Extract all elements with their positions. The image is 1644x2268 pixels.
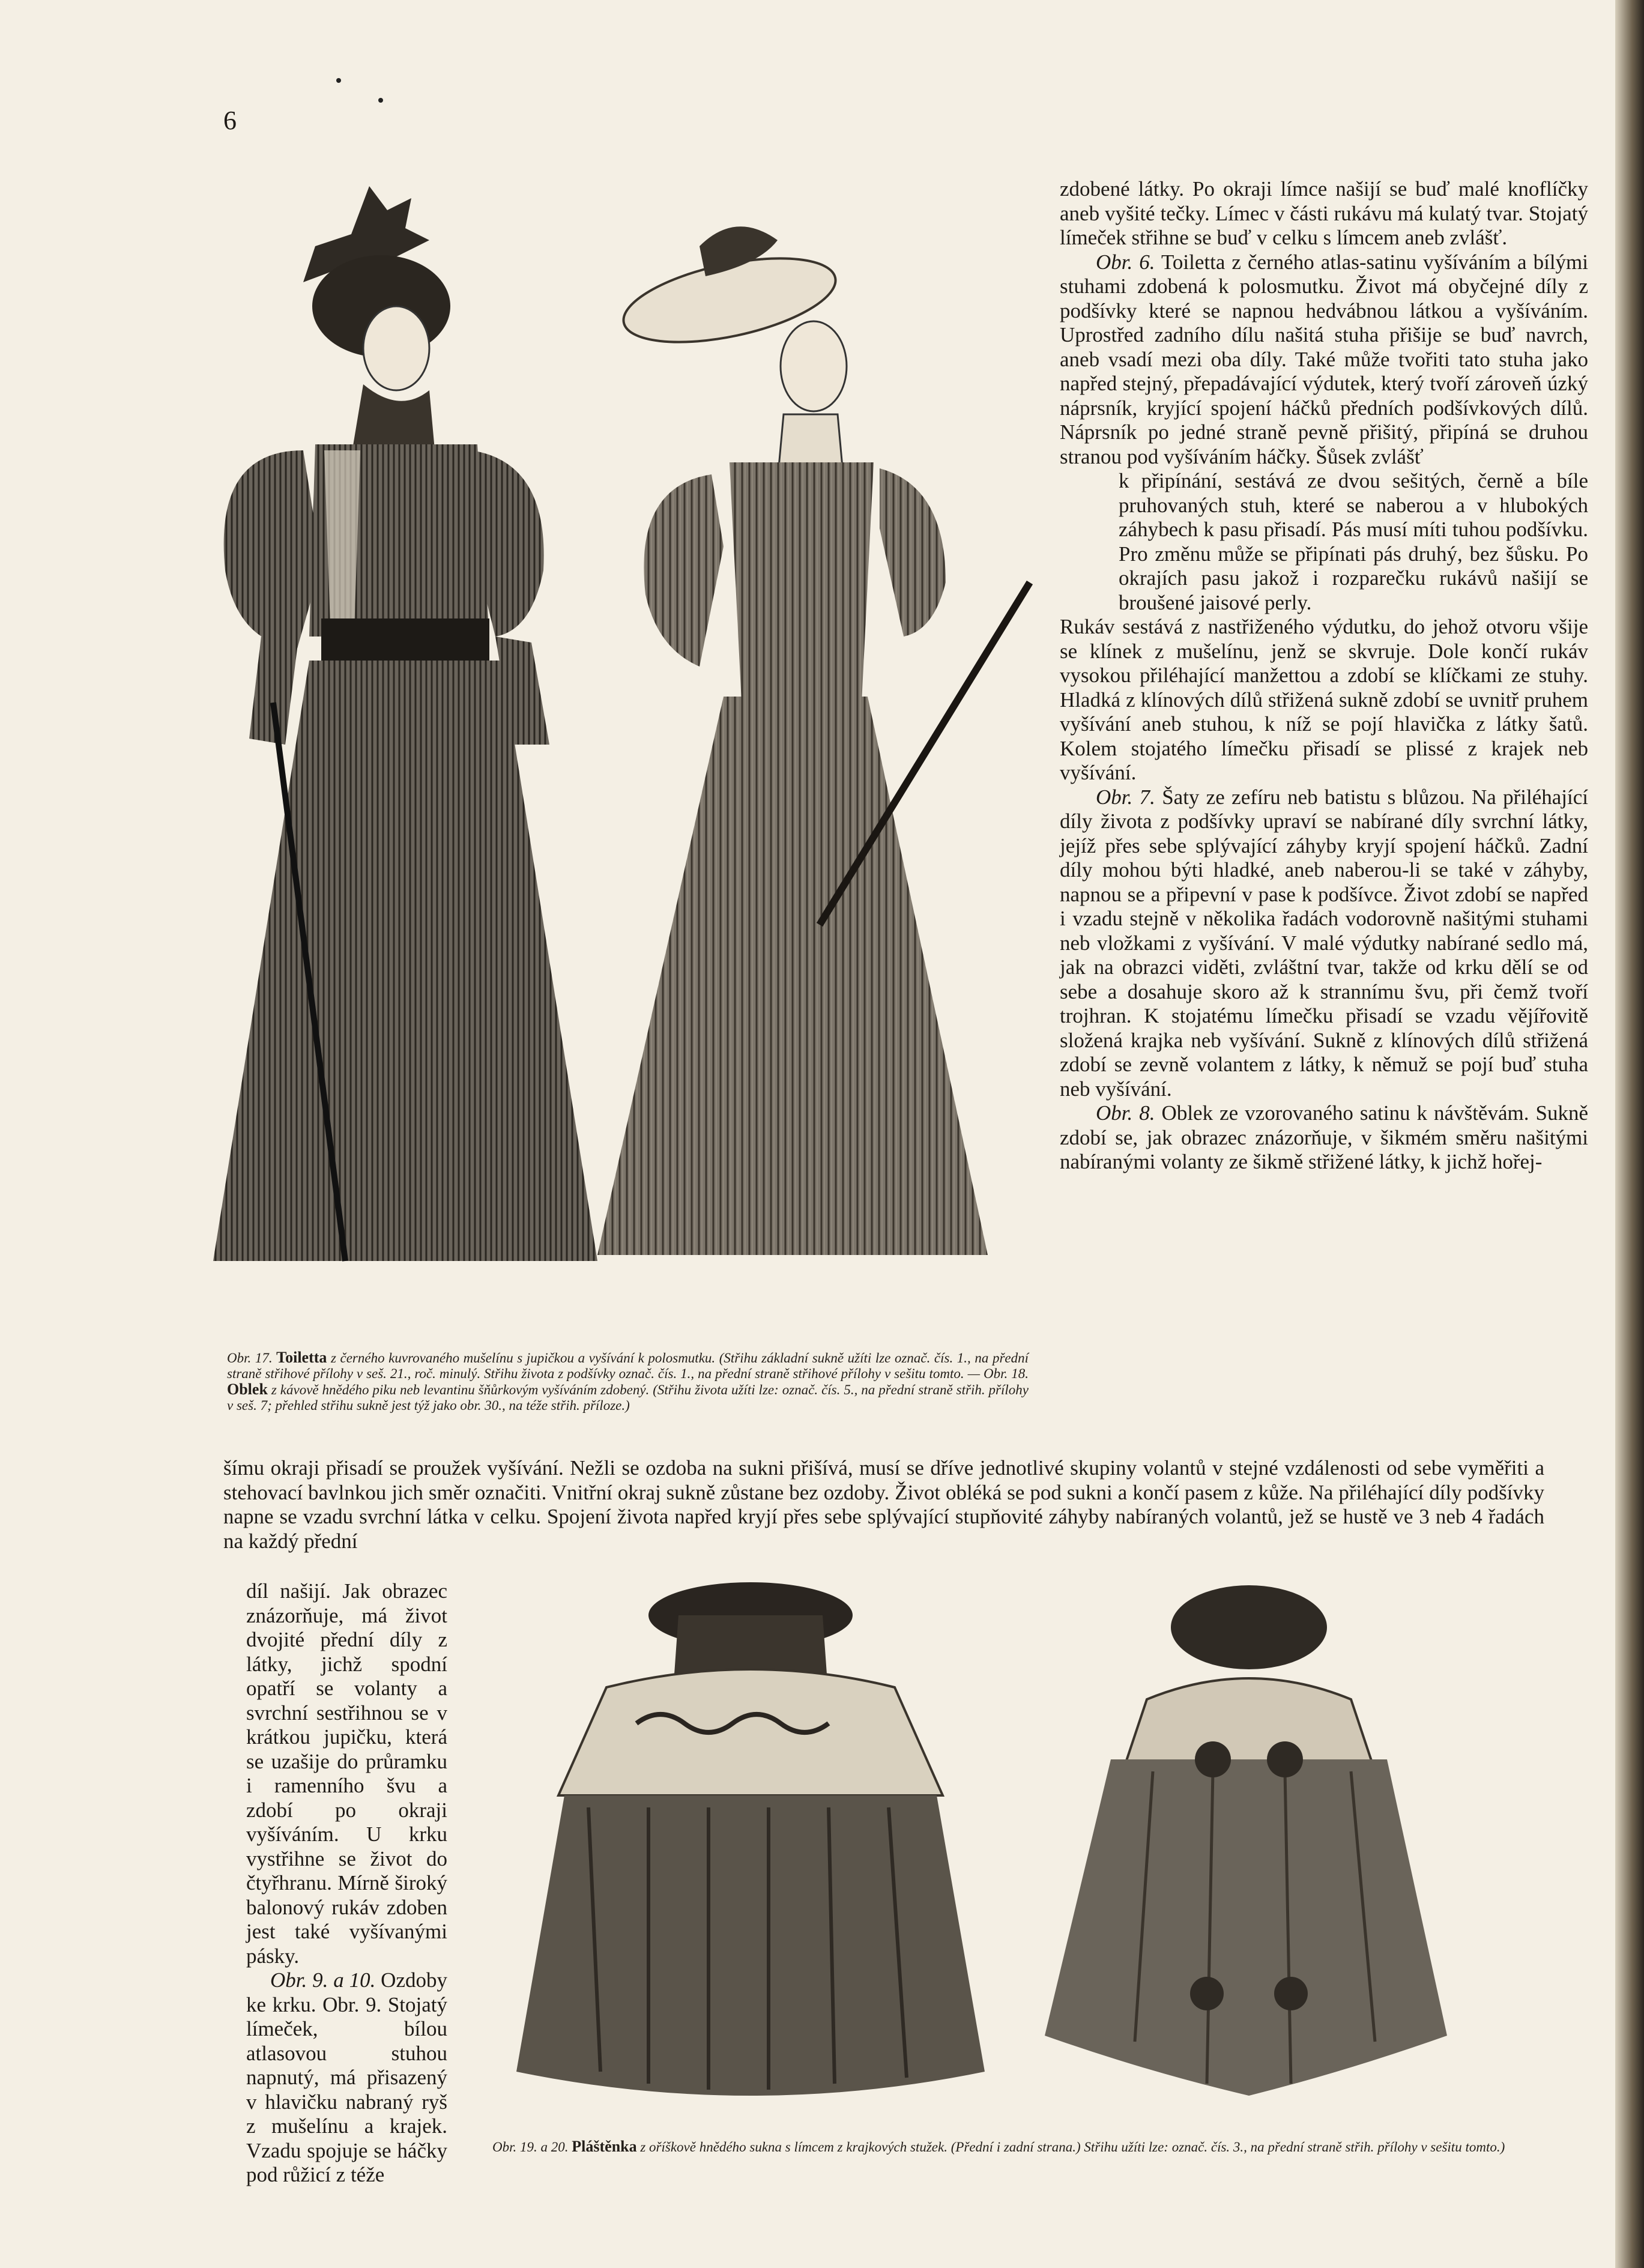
caption-fig19-body: z oříškově hnědého sukna s límcem z krajkových stužek. (Přední i zadní strana.) Střihu užíti lze: označ. čís. 3., na přední straně střih. přílohy v sešitu tomto.) (636, 2139, 1505, 2155)
ink-speck (378, 98, 383, 103)
paragraph-obr-8: Obr. 8. Oblek ze vzorovaného satinu k návštěvám. Sukně zdobí se, jak obrazec znázorňuje, v šikmém směru našitými nabíranými volanty ze šikmě střižené látky, k jichž hořej- (1060, 1101, 1588, 1173)
paragraph-obr-6: Obr. 6. Toiletta z černého atlas-satinu vyšíváním a bílými stuhami zdobená k polosmutku. Život má obyčejné díly z podšívky které se napnou hedvábnou látkou a vyšíváním. Uprostřed zadního dílu našitá stuha přišije se buď navrch, aneb vsadí mezi oba díly. Také může tvořiti tato stuha jako napřed stejný, přepadávající výdutek, který tvoří zároveň úzký náprsník, kryjící spojení háčků předních podšívkových dílů. Náprsník po jedné straně pevně přišitý, připíná se druhou stranou pod vyšíváním háčky. Šůsek zvlášť (1060, 250, 1588, 468)
cape-illustration-figures-19-20 (450, 1579, 1549, 2132)
caption-figures-17-18 (227, 1350, 1029, 1414)
right-column-text (1060, 177, 1588, 1175)
caption-fig18-body: z kávově hnědého piku neb levantinu šňůrkovým vyšíváním zdobený. (Střihu života užíti lze: označ. čís. 5., na přední straně střih. přílohy v seš. 7; přehled střihu sukně jest týž jako obr. 30., na téže střih. příloze.) (227, 1382, 1029, 1413)
ink-speck (336, 78, 341, 83)
caption-fig19-ref: Obr. 19. a 20. (492, 2139, 572, 2155)
paragraph: Rukáv sestává z nastřiženého výdutku, do jehož otvoru všije se klínek z mušelínu, jenž se skvruje. Dole končí rukáv vysokou přiléhající manžettou a zdobí se klíčkami ze stuhy. Hladká z klínových dílů střižená sukně zdobí se uvnitř pruhem vyšívání aneb stuhou, k níž se pojí hlavička z látky šatů. Kolem stojatého límečku přisadí se plissé z krajek neb vyšívání. (1060, 615, 1588, 784)
figure-19-cape-front (516, 1582, 985, 2096)
caption-fig18-ref: Obr. 18. (984, 1366, 1029, 1381)
caption-fig19-title: Pláštěnka (572, 2138, 637, 2155)
figure-17-woman (213, 186, 597, 1261)
page-number: 6 (223, 106, 237, 135)
fashion-illustration-figures-17-18 (171, 162, 1036, 1303)
full-width-paragraph: šímu okraji přisadí se proužek vyšívání. Nežli se ozdoba na sukni přišívá, musí se dříve jednotlivé skupiny volantů v stejné vzdálenosti od sebe vyměřiti a stehovací bavlnkou jich směr označiti. Vnitřní okraj sukně zůstane bez ozdoby. Život obléká se pod sukni a končí pasem z kůže. Na přiléhající díly podšívky napne se vzadu svrchní látka v celku. Spojení života napřed kryjí přes sebe splývající stupňovité záhyby nabíraných volantů, jež se hustě ve 3 neb 4 řadách na každý přední (223, 1456, 1544, 1553)
paragraph-obr-9-10: Obr. 9. a 10. Ozdoby ke krku. Obr. 9. Stojatý límeček, bílou atlasovou stuhou napnutý, má přisazený v hlavičku nabraný ryš z mušelínu a krajek. Vzadu spojuje se háčky pod růžicí z téže (246, 1968, 447, 2186)
paragraph-obr-7: Obr. 7. Šaty ze zefíru neb batistu s blůzou. Na přiléhající díly života z podšívky upraví se nabírané díly svrchní látky, jejíž přes sebe splývající záhyby kryjí spojení háčků. Zadní díly mohou býti hladké, aneb naberou-li se také v záhyby, napnou se a připevní v pase k podšívce. Život zdobí se napřed i vzadu stejně v několika řadách vodorovně našitými stuhami neb vložkami z vyšívání. V malé výdutky nabírané sedlo má, jak na obrazci viděti, zvláštní tvar, takže od krku dělí se od sebe a dosahuje skoro až k strannímu švu, při čemž tvoří trojhran. K stojatému límečku přisadí se vzadu vějířovitě složená krajka neb vyšívání. Sukně z klínových dílů střižená zdobí se zevně volantem z látky, k němuž se pojí buď stuha neb vyšívání. (1060, 785, 1588, 1101)
figure-20-cape-back (1045, 1585, 1447, 2096)
figure-18-woman (597, 226, 1030, 1255)
caption-fig17-ref: Obr. 17. (227, 1350, 277, 1365)
paragraph: díl našijí. Jak obrazec znázorňuje, má život dvojité přední díly z látky, jichž spodní opatří se volanty a svrchní sestřihnou se v krátkou jupičku, která se uzašije do průramku i ramenního švu a zdobí po okraji vyšíváním. U krku vystřihne se život do čtyřhranu. Mírně široký balonový rukáv zdoben jest také vyšívanými pásky. (246, 1579, 447, 1968)
caption-figures-19-20 (492, 2139, 1549, 2155)
caption-fig17-body: z černého kuvrovaného mušelínu s jupičkou a vyšívání k polosmutku. (Střihu základní sukně užíti lze označ. čís. 1., na přední straně střihové přílohy v seš. 21., roč. minulý. Střihu života z podšívky označ. čís. 1., na přední straně střihové přílohy v sešitu tomto. — (227, 1350, 1029, 1381)
caption-fig17-title: Toiletta (276, 1349, 327, 1366)
paragraph: zdobené látky. Po okraji límce našijí se buď malé knoflíčky aneb vyšité tečky. Límec v části rukávu má kulatý tvar. Stojatý límeček střihne se buď v celku s límcem aneb zvlášť. (1060, 177, 1588, 249)
caption-fig18-title: Oblek (227, 1380, 268, 1398)
page-gutter-edge (1615, 0, 1644, 2268)
paragraph-inset: k připínání, sestává ze dvou sešitých, černě a bíle pruhovaných stuh, které se naberou a v hlubokých záhybech k pasu přisadí. Pás musí míti tuhou podšívku. Pro změnu může se připínati pás druhý, bez šůsku. Po okrajích pasu jakož i rozparečku rukávů našijí se broušené jaisové perly. (1119, 469, 1588, 614)
left-column-text (246, 1579, 447, 2188)
